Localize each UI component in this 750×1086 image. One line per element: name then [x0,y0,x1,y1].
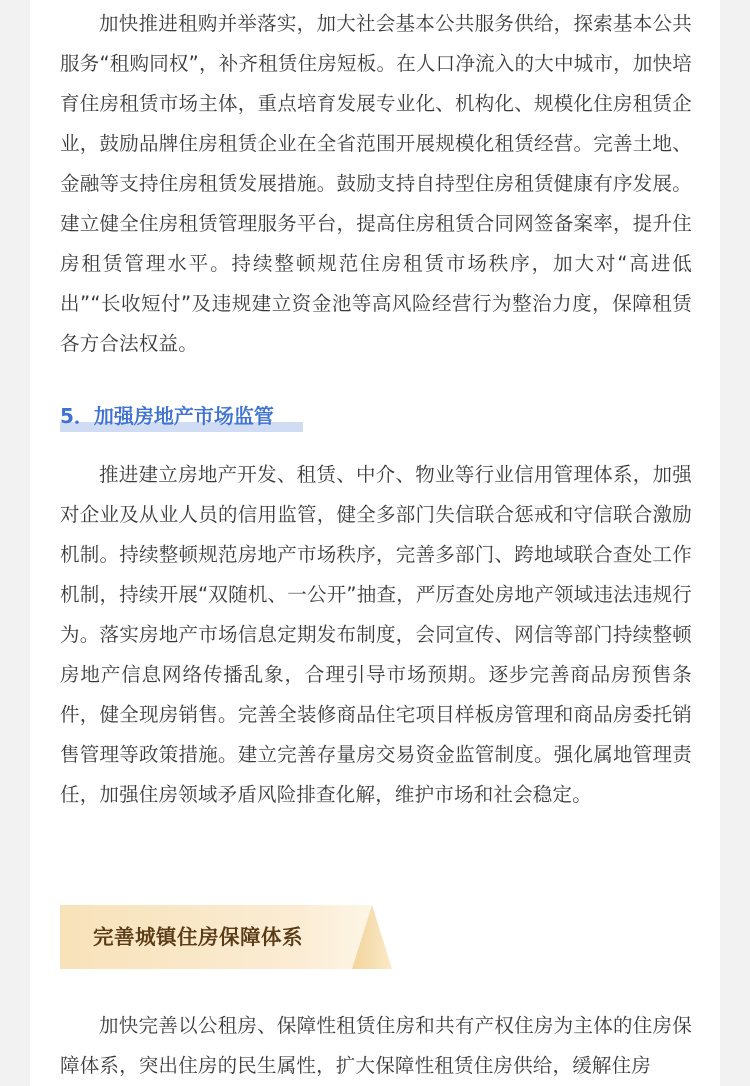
paragraph-housing-security: 加快完善以公租房、保障性租赁住房和共有产权住房为主体的住房保障体系，突出住房的民生属性，扩大保障性租赁住房供给，缓解住房 [60,1014,692,1077]
section-banner [60,905,392,969]
banner-title: 完善城镇住房保障体系 [93,925,303,949]
section-heading-text: 5．加强房地产市场监管 [60,404,274,428]
article-page [30,0,720,1086]
paragraph-market-supervision: 推进建立房地产开发、租赁、中介、物业等行业信用管理体系，加强对企业及从业人员的信用监管，健全多部门失信联合惩戒和守信联合激励机制。持续整顿规范房地产市场秩序，完善多部门、跨地域联合查处工作机制，持续开展“双随机、一公开”抽查，严厉查处房地产领域违法违规行为。落实房地产市场信息定期发布制度，会同宣传、网信等部门持续整顿房地产信息网络传播乱象，合理引导市场预期。逐步完善商品房预售条件，健全现房销售。完善全装修商品住宅项目样板房管理和商品房委托销售管理等政策措施。建立完善存量房交易资金监管制度。强化属地管理责任，加强住房领域矛盾风险排查化解，维护市场和社会稳定。 [60,463,692,806]
paragraph-rental-market: 加快推进租购并举落实，加大社会基本公共服务供给，探索基本公共服务“租购同权”，补齐租赁住房短板。在人口净流入的大中城市，加快培育住房租赁市场主体，重点培育发展专业化、机构化、规模化住房租赁企业，鼓励品牌住房租赁企业在全省范围开展规模化租赁经营。完善土地、金融等支持住房租赁发展措施。鼓励支持自持型住房租赁健康有序发展。建立健全住房租赁管理服务平台，提高住房租赁合同网签备案率，提升住房租赁管理水平。持续整顿规范住房租赁市场秩序，加大对“高进低出”“长收短付”及违规建立资金池等高风险经营行为整治力度，保障租赁各方合法权益。 [60,12,692,355]
section-heading-5 [60,398,274,434]
